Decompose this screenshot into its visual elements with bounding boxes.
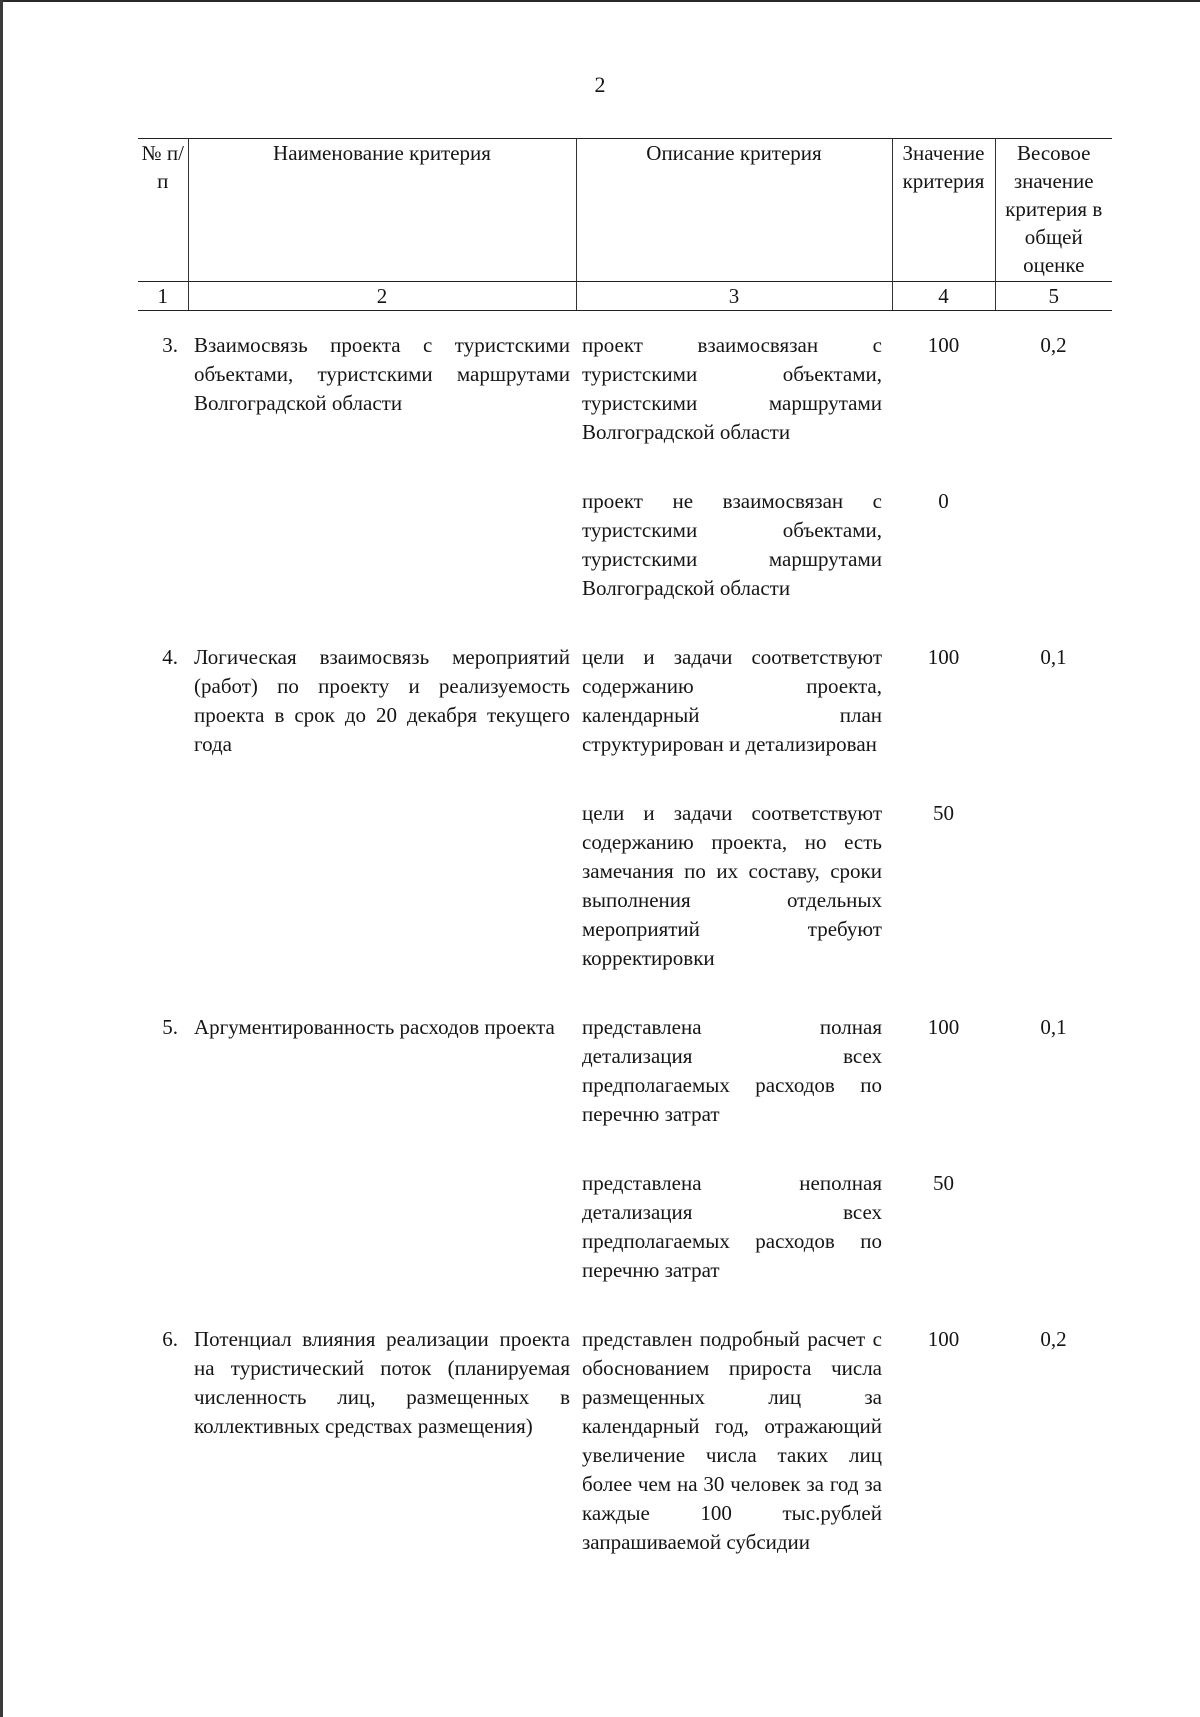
criterion-number: 4. xyxy=(162,645,178,669)
header-num: № п/п xyxy=(138,139,188,282)
criterion-value: 50 xyxy=(933,801,954,825)
criterion-weight: 0,1 xyxy=(1040,645,1067,669)
table-row xyxy=(138,311,1112,488)
criterion-number: 6. xyxy=(162,1327,178,1351)
criterion-number: 3. xyxy=(162,333,178,357)
criterion-number: 5. xyxy=(162,1015,178,1039)
column-number: 4 xyxy=(892,282,995,311)
table-row xyxy=(138,643,1112,799)
column-number: 3 xyxy=(576,282,892,311)
header-name: Наименование критерия xyxy=(188,139,576,282)
criterion-description: представлена неполная детализация всех предполагаемых расходов по перечню затрат xyxy=(582,1171,882,1282)
criterion-value: 100 xyxy=(927,1015,960,1039)
header-weight: Весовое значение критерия в общей оценке xyxy=(995,139,1112,282)
header-value: Значение критерия xyxy=(892,139,995,282)
column-number: 5 xyxy=(995,282,1112,311)
table-row xyxy=(138,1325,1112,1557)
criterion-weight: 0,2 xyxy=(1040,333,1067,357)
scan-edge-top xyxy=(0,0,1200,2)
criterion-name: Потенциал влияния реализации проекта на туристический поток (планируемая численность лиц, размещенных в коллективных средствах размещения) xyxy=(194,1327,570,1438)
page-number: 2 xyxy=(594,72,606,97)
scan-edge-left xyxy=(0,0,3,1717)
criterion-name: Аргументированность расходов проекта xyxy=(194,1015,555,1039)
criteria-table xyxy=(138,138,1112,1557)
criterion-value: 50 xyxy=(933,1171,954,1195)
criterion-description: цели и задачи соответствуют содержанию проекта, но есть замечания по их составу, сроки выполнения отдельных мероприятий требуют корректировки xyxy=(582,801,882,970)
header-row xyxy=(138,139,1112,282)
criterion-description: проект не взаимосвязан с туристскими объектами, туристскими маршрутами Волгоградской области xyxy=(582,489,882,600)
criterion-value: 100 xyxy=(927,1327,960,1351)
criterion-description: проект взаимосвязан с туристскими объектами, туристскими маршрутами Волгоградской области xyxy=(582,333,882,444)
column-number: 2 xyxy=(188,282,576,311)
criterion-value: 0 xyxy=(938,489,949,513)
criterion-name: Логическая взаимосвязь мероприятий (работ) по проекту и реализуемость проекта в срок до 20 декабря текущего года xyxy=(194,645,570,756)
column-number: 1 xyxy=(138,282,188,311)
criterion-weight: 0,1 xyxy=(1040,1015,1067,1039)
criterion-value: 100 xyxy=(927,333,960,357)
criterion-description: представлена полная детализация всех предполагаемых расходов по перечню затрат xyxy=(582,1015,882,1126)
table-row xyxy=(138,1013,1112,1169)
criterion-weight: 0,2 xyxy=(1040,1327,1067,1351)
header-description: Описание критерия xyxy=(576,139,892,282)
criterion-description: цели и задачи соответствуют содержанию проекта, календарный план структурирован и детализирован xyxy=(582,645,882,756)
column-number-row xyxy=(138,282,1112,311)
criterion-description: представлен подробный расчет с обоснованием прироста числа размещенных лиц за календарный год, отражающий увеличение числа таких лиц более чем на 30 человек за год за каждые 100 тыс.рублей запрашиваемой субсидии xyxy=(582,1327,882,1554)
criterion-name: Взаимосвязь проекта с туристскими объектами, туристскими маршрутами Волгоградской области xyxy=(194,333,570,415)
criterion-value: 100 xyxy=(927,645,960,669)
